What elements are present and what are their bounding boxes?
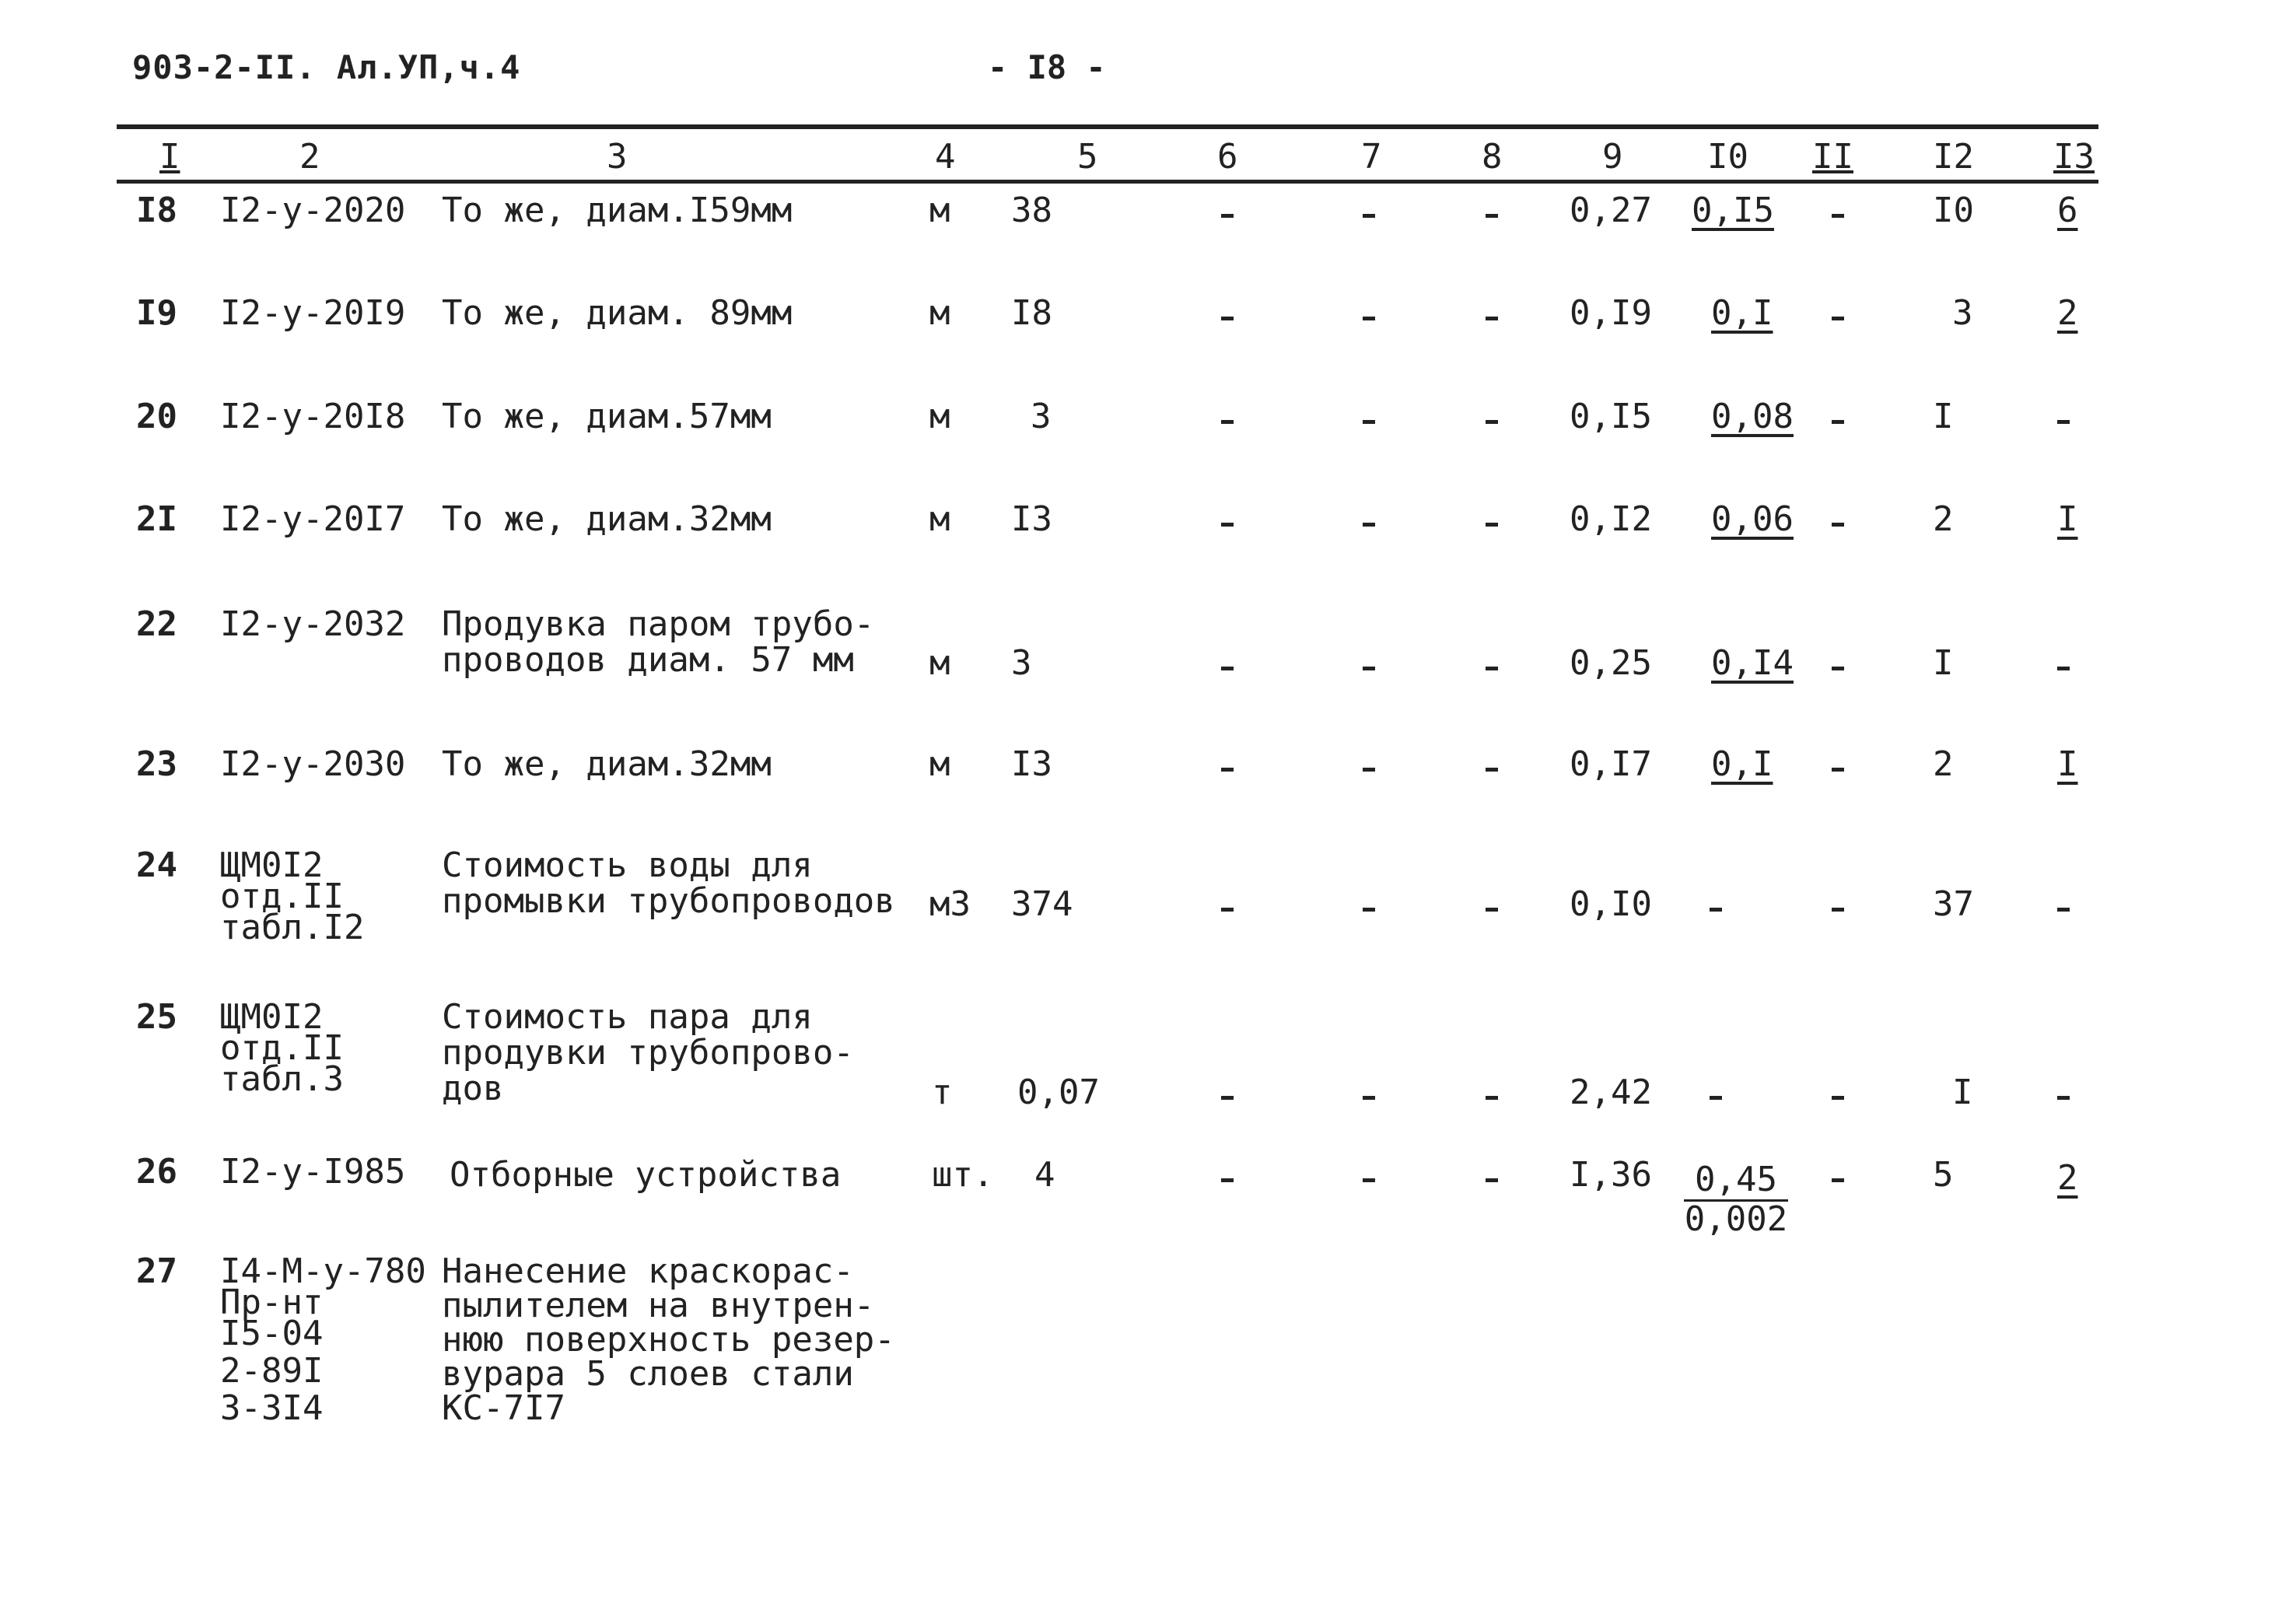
quantity: I3 bbox=[1011, 499, 1052, 539]
dash bbox=[1486, 523, 1498, 527]
col12-value: 37 bbox=[1933, 884, 1974, 924]
fraction-numerator: 0,45 bbox=[1684, 1162, 1788, 1202]
quantity: 3 bbox=[1031, 397, 1052, 436]
price-code: ЩМ0I2 bbox=[220, 845, 324, 885]
dash bbox=[1363, 908, 1375, 912]
dash bbox=[1221, 908, 1234, 912]
work-name: То же, диам.32мм bbox=[442, 499, 772, 539]
work-name: нюю поверхность резер- bbox=[442, 1320, 895, 1360]
dash bbox=[1486, 908, 1498, 912]
work-name: Продувка паром трубо- bbox=[442, 604, 875, 644]
dash bbox=[1486, 667, 1498, 670]
col9-value: 0,I7 bbox=[1570, 744, 1652, 784]
dash bbox=[1832, 1178, 1844, 1182]
price-code: 2-89I bbox=[220, 1351, 324, 1391]
col12-value: 5 bbox=[1933, 1155, 1954, 1195]
work-name: дов bbox=[442, 1069, 504, 1108]
dash bbox=[1486, 420, 1498, 424]
col10-value: 0,I bbox=[1711, 744, 1773, 784]
row-number: 27 bbox=[136, 1251, 177, 1291]
quantity: 374 bbox=[1011, 884, 1073, 924]
dash bbox=[1363, 1178, 1375, 1182]
dash bbox=[1363, 523, 1375, 527]
dash bbox=[1221, 1178, 1234, 1182]
dash bbox=[1221, 1096, 1234, 1100]
dash bbox=[2057, 667, 2070, 670]
col13-value: 2 bbox=[2057, 293, 2078, 333]
dash bbox=[1832, 768, 1844, 772]
col9-value: 0,I2 bbox=[1570, 499, 1652, 539]
work-name: То же, диам.32мм bbox=[442, 744, 772, 784]
dash bbox=[2057, 908, 2070, 912]
column-number: 8 bbox=[1482, 137, 1503, 177]
row-number: I9 bbox=[136, 293, 177, 333]
price-code: I4-М-у-780 bbox=[220, 1251, 426, 1291]
col9-value: 0,I5 bbox=[1570, 397, 1652, 436]
unit: м bbox=[929, 744, 950, 784]
column-number: 3 bbox=[607, 137, 628, 177]
unit: м bbox=[929, 293, 950, 333]
column-number: I2 bbox=[1933, 137, 1974, 177]
price-code: отд.II bbox=[220, 877, 344, 916]
dash bbox=[1832, 667, 1844, 670]
dash bbox=[1486, 317, 1498, 320]
column-number: 7 bbox=[1361, 137, 1382, 177]
price-code: I2-у-2020 bbox=[220, 191, 406, 230]
column-number: I bbox=[159, 137, 180, 177]
col13-value: I bbox=[2057, 499, 2078, 539]
col10-value: 0,I4 bbox=[1711, 643, 1794, 683]
dash bbox=[1363, 214, 1375, 218]
col12-value: I bbox=[1933, 397, 1954, 436]
quantity: I8 bbox=[1011, 293, 1052, 333]
quantity: 0,07 bbox=[1017, 1073, 1100, 1112]
col9-value: 0,I0 bbox=[1570, 884, 1652, 924]
header-rule bbox=[117, 180, 2098, 184]
col13-value: 6 bbox=[2057, 191, 2078, 230]
unit: м bbox=[929, 643, 950, 683]
row-number: 22 bbox=[136, 604, 177, 644]
work-name: То же, диам.I59мм bbox=[442, 191, 793, 230]
dash bbox=[2057, 420, 2070, 424]
work-name: Нанесение краскорас- bbox=[442, 1251, 854, 1291]
quantity: 4 bbox=[1034, 1155, 1055, 1195]
col13-value: I bbox=[2057, 744, 2078, 784]
quantity: I3 bbox=[1011, 744, 1052, 784]
price-code: I2-у-2030 bbox=[220, 744, 406, 784]
work-name: Стоимость воды для bbox=[442, 845, 813, 885]
col12-value: I0 bbox=[1933, 191, 1974, 230]
page-number: - I8 - bbox=[988, 48, 1106, 86]
dash bbox=[1363, 420, 1375, 424]
col10-value: 0,08 bbox=[1711, 397, 1794, 436]
dash bbox=[1221, 214, 1234, 218]
col12-value: 2 bbox=[1933, 744, 1954, 784]
row-number: I8 bbox=[136, 191, 177, 230]
dash bbox=[1832, 420, 1844, 424]
column-number: II bbox=[1812, 137, 1853, 177]
column-number: I3 bbox=[2053, 137, 2095, 177]
price-code: I2-у-I985 bbox=[220, 1152, 406, 1192]
col10-value: 0,06 bbox=[1711, 499, 1794, 539]
work-name: Стоимость пара для bbox=[442, 997, 813, 1037]
work-name: проводов диам. 57 мм bbox=[442, 640, 854, 680]
unit: м bbox=[929, 191, 950, 230]
row-number: 26 bbox=[136, 1152, 177, 1192]
unit: т bbox=[932, 1073, 953, 1112]
col9-value: 2,42 bbox=[1570, 1073, 1652, 1112]
dash bbox=[1832, 908, 1844, 912]
dash bbox=[1363, 768, 1375, 772]
col12-value: 3 bbox=[1952, 293, 1973, 333]
col12-value: 2 bbox=[1933, 499, 1954, 539]
fraction-denominator: 0,002 bbox=[1684, 1199, 1788, 1239]
dash bbox=[1221, 523, 1234, 527]
dash bbox=[1363, 317, 1375, 320]
price-code: отд.II bbox=[220, 1028, 344, 1068]
quantity: 38 bbox=[1011, 191, 1052, 230]
column-number: 9 bbox=[1602, 137, 1623, 177]
column-number: 4 bbox=[935, 137, 956, 177]
row-number: 24 bbox=[136, 845, 177, 885]
row-number: 2I bbox=[136, 499, 177, 539]
dash bbox=[1363, 1096, 1375, 1100]
column-number: 6 bbox=[1217, 137, 1238, 177]
work-name: То же, диам.57мм bbox=[442, 397, 772, 436]
dash bbox=[1486, 1096, 1498, 1100]
work-name: вурара 5 слоев стали bbox=[442, 1354, 854, 1394]
unit: м bbox=[929, 499, 950, 539]
work-name: продувки трубопрово- bbox=[442, 1033, 854, 1073]
row-number: 25 bbox=[136, 997, 177, 1037]
unit: м bbox=[929, 397, 950, 436]
col9-value: I,36 bbox=[1570, 1155, 1652, 1195]
work-name: пылителем на внутрен- bbox=[442, 1286, 875, 1325]
dash bbox=[1221, 420, 1234, 424]
quantity: 3 bbox=[1011, 643, 1032, 683]
price-code: 3-3I4 bbox=[220, 1388, 324, 1428]
dash bbox=[1486, 768, 1498, 772]
work-name: промывки трубопроводов bbox=[442, 881, 895, 921]
dash bbox=[1221, 667, 1234, 670]
work-name: То же, диам. 89мм bbox=[442, 293, 793, 333]
dash bbox=[1832, 317, 1844, 320]
document-code: 903-2-II. Ал.УП,ч.4 bbox=[132, 48, 521, 86]
dash bbox=[2057, 1096, 2070, 1100]
col10-value: 0,I bbox=[1711, 293, 1773, 333]
dash bbox=[1710, 1096, 1722, 1100]
dash bbox=[1363, 667, 1375, 670]
unit: м3 bbox=[929, 884, 971, 924]
col10-value: 0,I5 bbox=[1692, 191, 1774, 230]
work-name: Отборные устройства bbox=[450, 1155, 842, 1195]
price-code: Пр-нт bbox=[220, 1283, 324, 1322]
col9-value: 0,I9 bbox=[1570, 293, 1652, 333]
price-code: табл.3 bbox=[220, 1059, 344, 1099]
dash bbox=[1486, 214, 1498, 218]
price-code: табл.I2 bbox=[220, 908, 365, 947]
price-code: I2-у-20I8 bbox=[220, 397, 406, 436]
col9-value: 0,25 bbox=[1570, 643, 1652, 683]
price-code: I2-у-2032 bbox=[220, 604, 406, 644]
column-number: I0 bbox=[1707, 137, 1748, 177]
top-rule bbox=[117, 124, 2098, 129]
column-number: 2 bbox=[299, 137, 320, 177]
dash bbox=[1710, 908, 1722, 912]
col13-value: 2 bbox=[2057, 1158, 2078, 1198]
fraction bbox=[1684, 1162, 1788, 1237]
dash bbox=[1832, 523, 1844, 527]
row-number: 23 bbox=[136, 744, 177, 784]
dash bbox=[1486, 1178, 1498, 1182]
col9-value: 0,27 bbox=[1570, 191, 1652, 230]
dash bbox=[1832, 1096, 1844, 1100]
price-code: I2-у-20I9 bbox=[220, 293, 406, 333]
work-name: КС-7I7 bbox=[442, 1388, 565, 1428]
col12-value: I bbox=[1933, 643, 1954, 683]
col12-value: I bbox=[1952, 1073, 1973, 1112]
price-code: ЩМ0I2 bbox=[220, 997, 324, 1037]
row-number: 20 bbox=[136, 397, 177, 436]
dash bbox=[1832, 214, 1844, 218]
column-number: 5 bbox=[1077, 137, 1098, 177]
unit: шт. bbox=[932, 1155, 994, 1195]
dash bbox=[1221, 317, 1234, 320]
dash bbox=[1221, 768, 1234, 772]
price-code: I5-04 bbox=[220, 1314, 324, 1353]
price-code: I2-у-20I7 bbox=[220, 499, 406, 539]
